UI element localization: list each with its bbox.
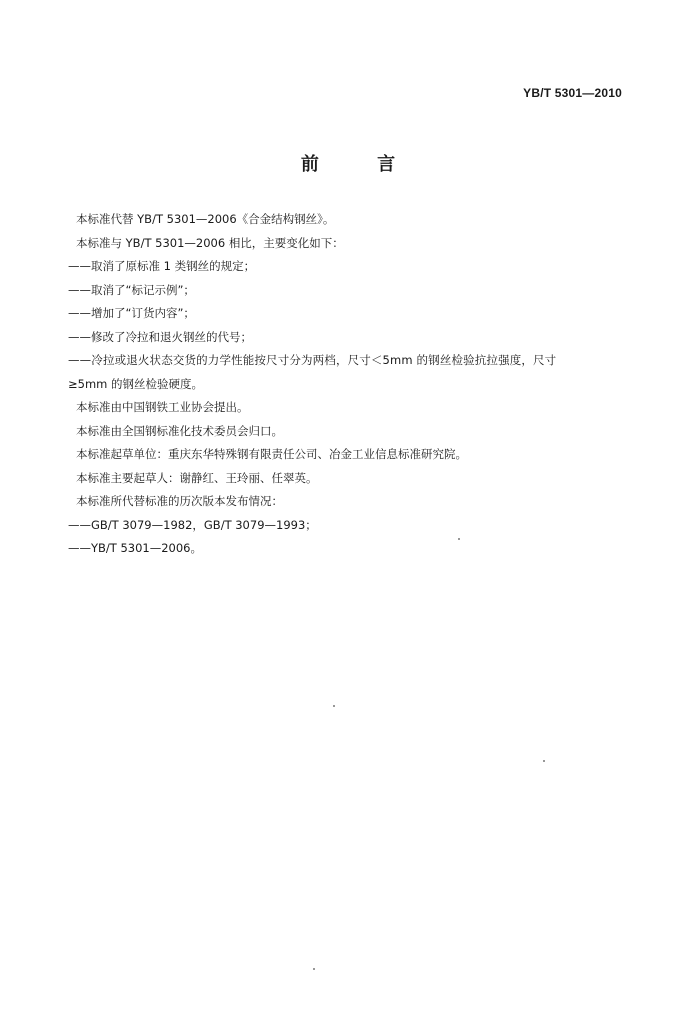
paragraph: 本标准起草单位：重庆东华特殊钢有限责任公司、冶金工业信息标准研究院。	[76, 447, 467, 461]
paragraph: 本标准代替 YB/T 5301—2006《合金结构钢丝》。	[76, 212, 335, 226]
paragraph: 本标准由全国钢标准化技术委员会归口。	[76, 423, 283, 438]
paragraph: 本标准由中国钢铁工业协会提出。	[76, 400, 249, 414]
scan-speck	[543, 760, 545, 762]
list-item: ——取消了“标记示例”；	[68, 282, 195, 297]
list-item: ——取消了原标准 1 类钢丝的规定；	[68, 259, 256, 273]
list-item: ——GB/T 3079—1982，GB/T 3079—1993；	[68, 517, 317, 532]
list-item: ——冷拉或退火状态交货的力学性能按尺寸分为两档，尺寸＜5mm 的钢丝检验抗拉强度，尺寸	[68, 353, 557, 367]
list-item: ——YB/T 5301—2006。	[68, 541, 203, 555]
scan-speck	[333, 705, 335, 707]
document-code: YB/T 5301—2010	[523, 86, 622, 100]
list-item-continuation: ≥5mm 的钢丝检验硬度。	[68, 376, 204, 391]
document-body	[68, 208, 621, 561]
paragraph: 本标准主要起草人：谢静红、王玲丽、任翠英。	[76, 470, 318, 485]
list-item: ——增加了“订货内容”；	[68, 306, 195, 320]
paragraph: 本标准与 YB/T 5301—2006 相比，主要变化如下：	[76, 235, 344, 250]
list-item: ——修改了冷拉和退火钢丝的代号；	[68, 329, 252, 344]
paragraph: 本标准所代替标准的历次版本发布情况：	[76, 494, 283, 508]
scan-speck	[313, 968, 315, 970]
page-title: 前 言	[300, 154, 422, 175]
scan-speck	[458, 538, 460, 540]
